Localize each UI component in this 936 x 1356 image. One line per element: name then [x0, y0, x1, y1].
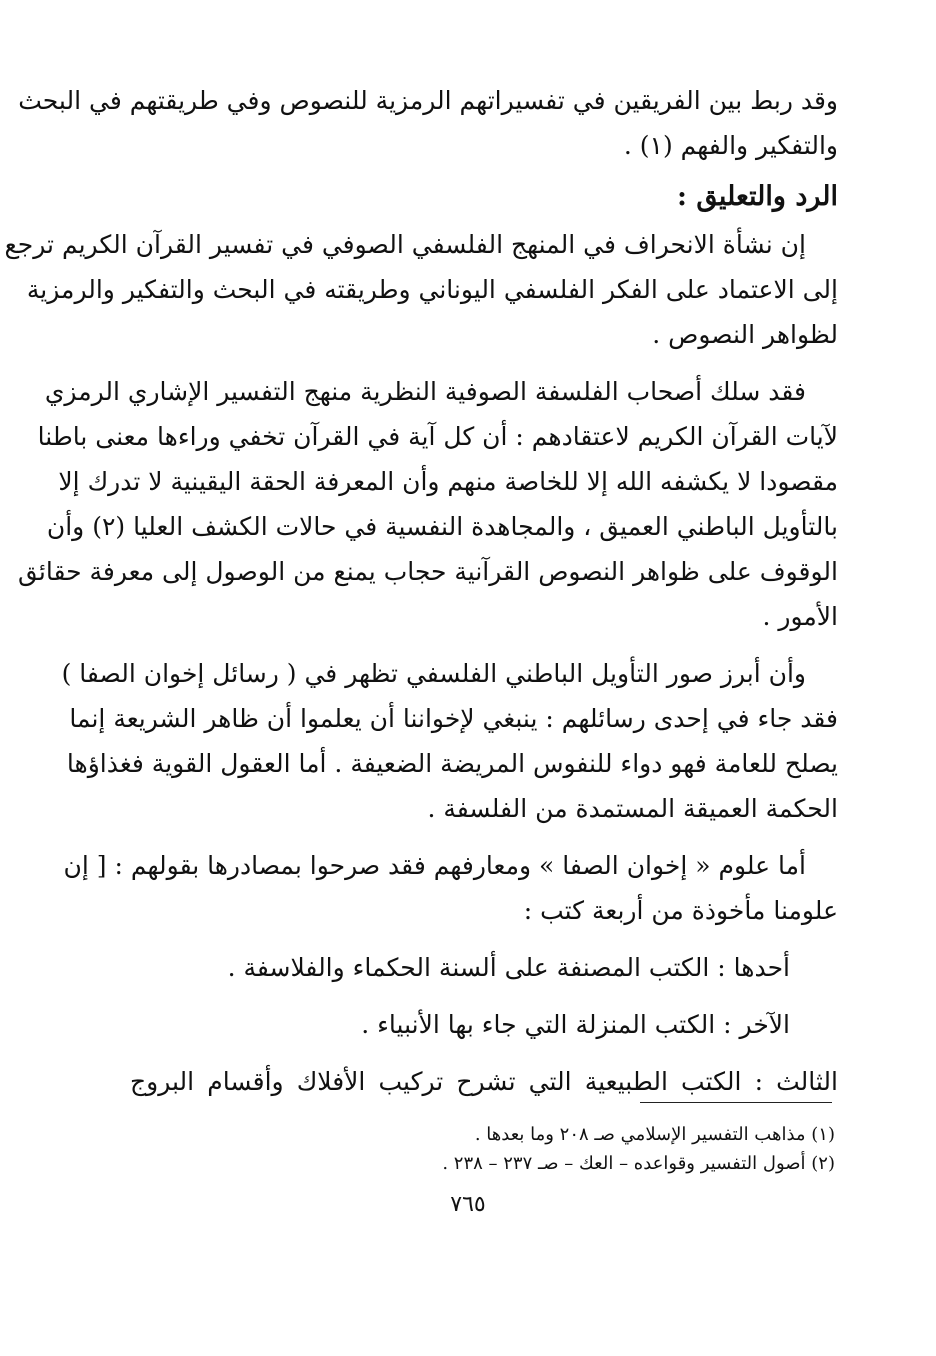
text-line: لآيات القرآن الكريم لاعتقادهم : أن كل آية في القرآن تخفي وراءها معنى باطنا	[37, 422, 838, 451]
intro-paragraph	[18, 78, 838, 168]
footnotes	[300, 1120, 835, 1178]
text-line: مقصودا لا يكشفه الله إلا للخاصة منهم وأن المعرفة الحقة اليقينية لا تدرك إلا	[58, 467, 838, 496]
text-line: أما علوم « إخوان الصفا » ومعارفهم فقد صرحوا بمصادرها بقولهم : [ إن	[63, 851, 806, 880]
paragraph-ikhwan-sources	[63, 843, 838, 933]
text-line: لظواهر النصوص .	[652, 320, 838, 349]
sources-list	[130, 945, 838, 1104]
section-heading: الرد والتعليق :	[677, 181, 838, 212]
footnote: (١) مذاهب التفسير الإسلامي صـ ٢٠٨ وما بعدها .	[474, 1124, 835, 1145]
text-line: والتفكير والفهم (١) .	[623, 131, 838, 160]
paragraph-ikhwan-epistles	[61, 651, 838, 831]
text-line: فقد سلك أصحاب الفلسفة الصوفية النظرية منهج التفسير الإشاري الرمزي	[44, 377, 806, 406]
text-line: إلى الاعتماد على الفكر الفلسفي اليوناني وطريقته في البحث والتفكير والرمزية	[26, 275, 838, 304]
text-line: الوقوف على ظواهر النصوص القرآنية حجاب يمنع من الوصول إلى معرفة حقائق	[18, 557, 838, 586]
text-line: الأمور .	[762, 602, 838, 631]
page-body	[4, 78, 838, 1104]
list-item: أحدها : الكتب المصنفة على ألسنة الحكماء والفلاسفة .	[227, 953, 790, 982]
text-line: علومنا مأخوذة من أربعة كتب :	[523, 896, 838, 925]
footnote-divider	[640, 1102, 832, 1103]
text-line: فقد جاء في إحدى رسائلهم : ينبغي لإخواننا أن يعلموا أن ظاهر الشريعة إنما	[69, 704, 838, 733]
paragraph-origin	[4, 222, 838, 357]
footnote: (٢) أصول التفسير وقواعده – العك – صـ ٢٣٧ – ٢٣٨ .	[442, 1153, 835, 1174]
text-line: يصلح للعامة فهو دواء للنفوس المريضة الضعيفة . أما العقول القوية فغذاؤها	[66, 749, 838, 778]
text-line: وقد ربط بين الفريقين في تفسيراتهم الرمزية للنصوص وفي طريقتهم في البحث	[18, 86, 838, 115]
page-number: ٧٦٥	[450, 1192, 486, 1217]
text-line: بالتأويل الباطني العميق ، والمجاهدة النفسية في حالات الكشف العليا (٢) وأن	[46, 512, 838, 541]
list-item: الآخر : الكتب المنزلة التي جاء بها الأنبياء .	[361, 1010, 790, 1039]
text-line: وأن أبرز صور التأويل الباطني الفلسفي تظهر في ( رسائل إخوان الصفا )	[61, 659, 806, 688]
text-line: إن نشأة الانحراف في المنهج الفلسفي الصوفي في تفسير القرآن الكريم ترجع	[4, 230, 806, 259]
text-line: الحكمة العميقة المستمدة من الفلسفة .	[427, 794, 838, 823]
list-item: الثالث : الكتب الطبيعية التي تشرح تركيب الأفلاك وأقسام البروج	[130, 1067, 838, 1096]
paragraph-symbolic-interpretation	[18, 369, 838, 639]
